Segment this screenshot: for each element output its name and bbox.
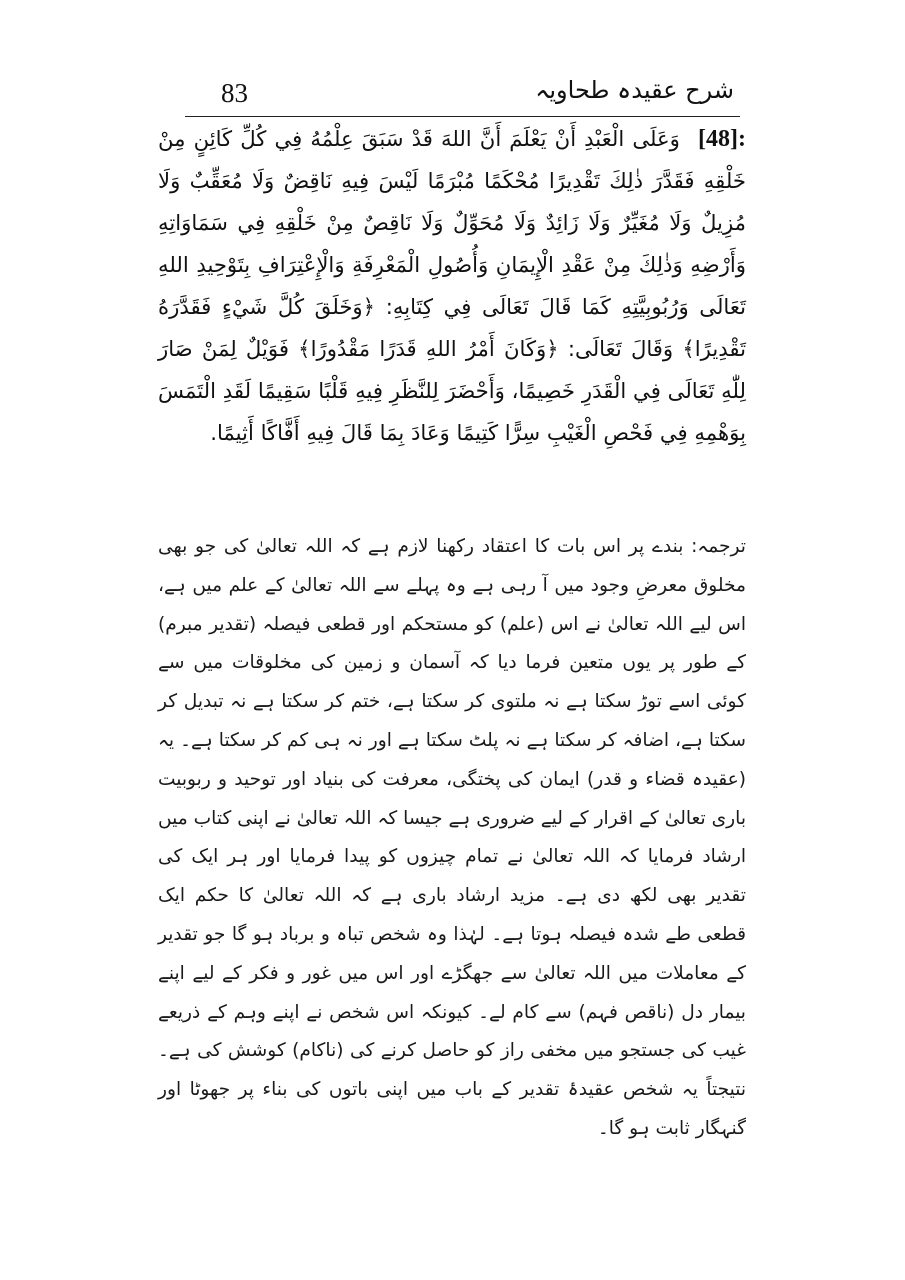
arabic-passage: وَعَلَى الْعَبْدِ أَنْ يَعْلَمَ أَنَّ اللهَ قَدْ سَبَقَ عِلْمُهُ فِي كُلِّ كَائِنٍ مِنْ خَلْقِهِ فَقَدَّرَ ذٰلِكَ تَقْدِيرًا مُحْكَمًا مُبْرَمًا لَيْسَ فِيهِ نَاقِضٌ وَلَا مُعَقِّبٌ وَلَا مُزِيلٌ وَلَا مُغَيِّرٌ وَلَا زَائِدٌ وَلَا مُحَوِّلٌ وَلَا نَاقِصٌ مِنْ خَلْقِهِ فِي سَمَاوَاتِهِ وَأَرْضِهِ وَذٰلِكَ مِنْ عَقْدِ الْإِيمَانِ وَأُصُولِ الْمَعْرِفَةِ وَالْإِعْتِرَافِ بِتَوْحِيدِ اللهِ تَعَالَى وَرُبُوبِيَّتِهِ كَمَا قَالَ تَعَالَى فِي كِتَابِهِ: ﴿وَخَلَقَ كُلَّ شَيْءٍ فَقَدَّرَهُ تَقْدِيرًا﴾ وَقَالَ تَعَالَى: ﴿وَكَانَ أَمْرُ اللهِ قَدَرًا مَقْدُورًا﴾ فَوَيْلٌ لِمَنْ صَارَ لِلّٰهِ تَعَالَى فِي الْقَدَرِ خَصِيمًا، وَأَحْضَرَ لِلنَّظَرِ فِيهِ قَلْبًا سَقِيمًا لَقَدِ الْتَمَسَ بِوَهْمِهِ فِي فَحْصِ الْغَيْبِ سِرًّا كَتِيمًا وَعَادَ بِمَا قَالَ فِيهِ أَفَّاكًا أَثِيمًا. (158, 126, 746, 445)
passage-number: [48]: (698, 126, 746, 152)
running-title: شرح عقیدہ طحاویہ (535, 76, 734, 104)
page-header (185, 72, 740, 117)
urdu-translation: ترجمہ: بندے پر اس بات کا اعتقاد رکھنا لازم ہے کہ اللہ تعالیٰ کی جو بھی مخلوق معرضِ وجود میں آ رہی ہے وہ پہلے سے اللہ تعالیٰ کے علم میں ہے، اس لیے اللہ تعالیٰ نے اس (علم) کو مستحکم اور قطعی فیصلہ (تقدیر مبرم) کے طور پر یوں متعین فرما دیا کہ آسمان و زمین کی مخلوقات میں سے کوئی اسے توڑ سکتا ہے نہ ملتوی کر سکتا ہے، ختم کر سکتا ہے نہ تبدیل کر سکتا ہے، اضافہ کر سکتا ہے نہ پلٹ سکتا ہے اور نہ ہی کم کر سکتا ہے۔ یہ (عقیدہ قضاء و قدر) ایمان کی پختگی، معرفت کی بنیاد اور توحید و ربوبیت باری تعالیٰ کے اقرار کے لیے ضروری ہے جیسا کہ اللہ تعالیٰ نے اپنی کتاب میں ارشاد فرمایا کہ اللہ تعالیٰ نے تمام چیزوں کو پیدا فرمایا اور ہر ایک کی تقدیر بھی لکھ دی ہے۔ مزید ارشاد باری ہے کہ اللہ تعالیٰ کا حکم ایک قطعی طے شدہ فیصلہ ہوتا ہے۔ لہٰذا وہ شخص تباہ و برباد ہو گا جو تقدیر کے معاملات میں اللہ تعالیٰ سے جھگڑے اور اس میں غور و فکر کے لیے اپنے بیمار دل (ناقص فہم) سے کام لے۔ کیونکہ اس شخص نے اپنے وہم کے ذریعے غیب کی جستجو میں مخفی راز کو حاصل کرنے کی (ناکام) کوشش کی ہے۔ نتیجتاً یہ شخص عقیدۂ تقدیر کے باب میں اپنی باتوں کی بناء پر جھوٹا اور گنہگار ثابت ہو گا۔ (158, 536, 746, 1139)
arabic-text-block (158, 118, 746, 454)
page-number: 83 (221, 78, 248, 108)
